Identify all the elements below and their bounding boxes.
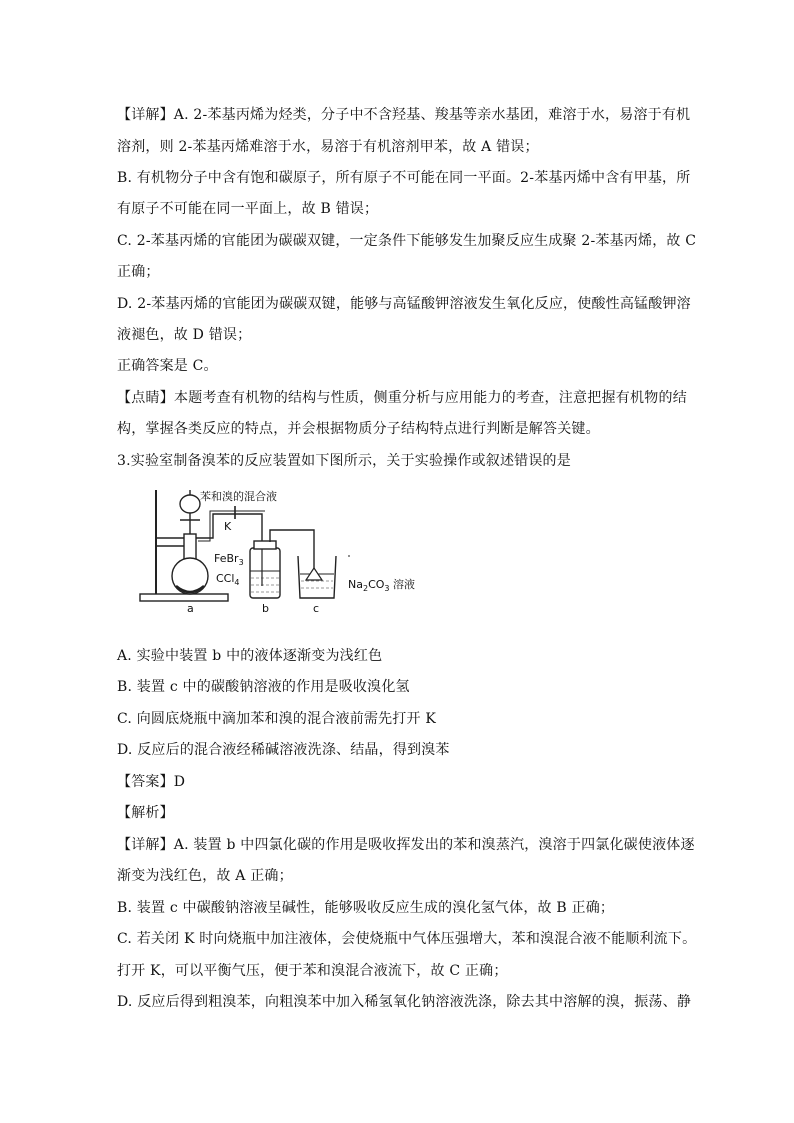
- text-line: 渐变为浅红色，故 A 正确；: [117, 868, 293, 884]
- text-line: 【答案】D: [117, 774, 186, 790]
- text-line: 有原子不可能在同一平面上，故 B 错误；: [117, 201, 379, 217]
- label-mixture: 苯和溴的混合液: [200, 490, 277, 503]
- text-line: 液褪色，故 D 错误；: [117, 327, 252, 343]
- text-line: B. 装置 c 中的碳酸钠溶液的作用是吸收溴化氢: [117, 679, 410, 695]
- label-febr3: FeBr$_3$: [214, 552, 244, 567]
- text-line: C. 2-苯基丙烯的官能团为碳碳双键，一定条件下能够发生加聚反应生成聚 2-苯基丙烯，故 C: [117, 233, 697, 249]
- text-line: 【解析】: [117, 805, 174, 821]
- label-b: b: [262, 602, 269, 614]
- label-ccl4: CCl$_4$: [216, 572, 240, 587]
- text-line: D. 2-苯基丙烯的官能团为碳碳双键，能够与高锰酸钾溶液发生氧化反应，使酸性高锰酸钾溶: [117, 296, 691, 312]
- bottle-b: [250, 548, 280, 598]
- text-line: 打开 K，可以平衡气压，便于苯和溴混合液流下，故 C 正确；: [117, 963, 508, 979]
- text-line: D. 反应后的混合液经稀碱溶液洗涤、结晶，得到溴苯: [117, 742, 450, 758]
- label-na2co3: $Na_2CO_3$ 溶液: [348, 578, 416, 593]
- text-line: A. 实验中装置 b 中的液体逐渐变为浅红色: [117, 648, 383, 664]
- text-line: D. 反应后得到粗溴苯，向粗溴苯中加入稀氢氧化钠溶液洗涤，除去其中溶解的溴，振荡、静: [117, 994, 692, 1010]
- text-line: 【点睛】本题考查有机物的结构与性质，侧重分析与应用能力的考查，注意把握有机物的结: [117, 390, 687, 406]
- text-line: 【详解】A. 2-苯基丙烯为烃类，分子中不含羟基、羧基等亲水基团，难溶于水，易溶于有机: [117, 107, 691, 123]
- label-k: K: [224, 520, 232, 533]
- text-line: 3.实验室制备溴苯的反应装置如下图所示，关于实验操作或叙述错误的是: [117, 453, 571, 469]
- text-line: C. 向圆底烧瓶中滴加苯和溴的混合液前需先打开 K: [117, 711, 437, 727]
- text-line: 【详解】A. 装置 b 中四氯化碳的作用是吸收挥发出的苯和溴蒸汽，溴溶于四氯化碳使液体逐: [117, 837, 695, 853]
- text-line: 溶剂，则 2-苯基丙烯难溶于水，易溶于有机溶剂甲苯，故 A 错误；: [117, 139, 539, 155]
- text-line: 正确答案是 C。: [117, 358, 218, 374]
- text-line: B. 有机物分子中含有饱和碳原子，所有原子不可能在同一平面。2-苯基丙烯中含有甲基，所: [117, 170, 691, 186]
- flask-neck: [184, 534, 196, 560]
- label-c: c: [313, 602, 320, 614]
- text-line: 正确；: [117, 264, 160, 280]
- text-line: 构，掌握各类反应的特点，并会根据物质分子结构特点进行判断是解答关键。: [117, 421, 600, 437]
- apparatus-figure: [138, 486, 438, 614]
- funnel-bulb: [180, 495, 200, 513]
- text-line: B. 装置 c 中碳酸钠溶液呈碱性，能够吸收反应生成的溴化氢气体，故 B 正确；: [117, 900, 615, 916]
- stand-base: [140, 594, 228, 601]
- text-line: C. 若关闭 K 时向烧瓶中加注液体，会使烧瓶中气体压强增大，苯和溴混合液不能顺利流下。: [117, 931, 697, 947]
- label-a: a: [187, 602, 194, 614]
